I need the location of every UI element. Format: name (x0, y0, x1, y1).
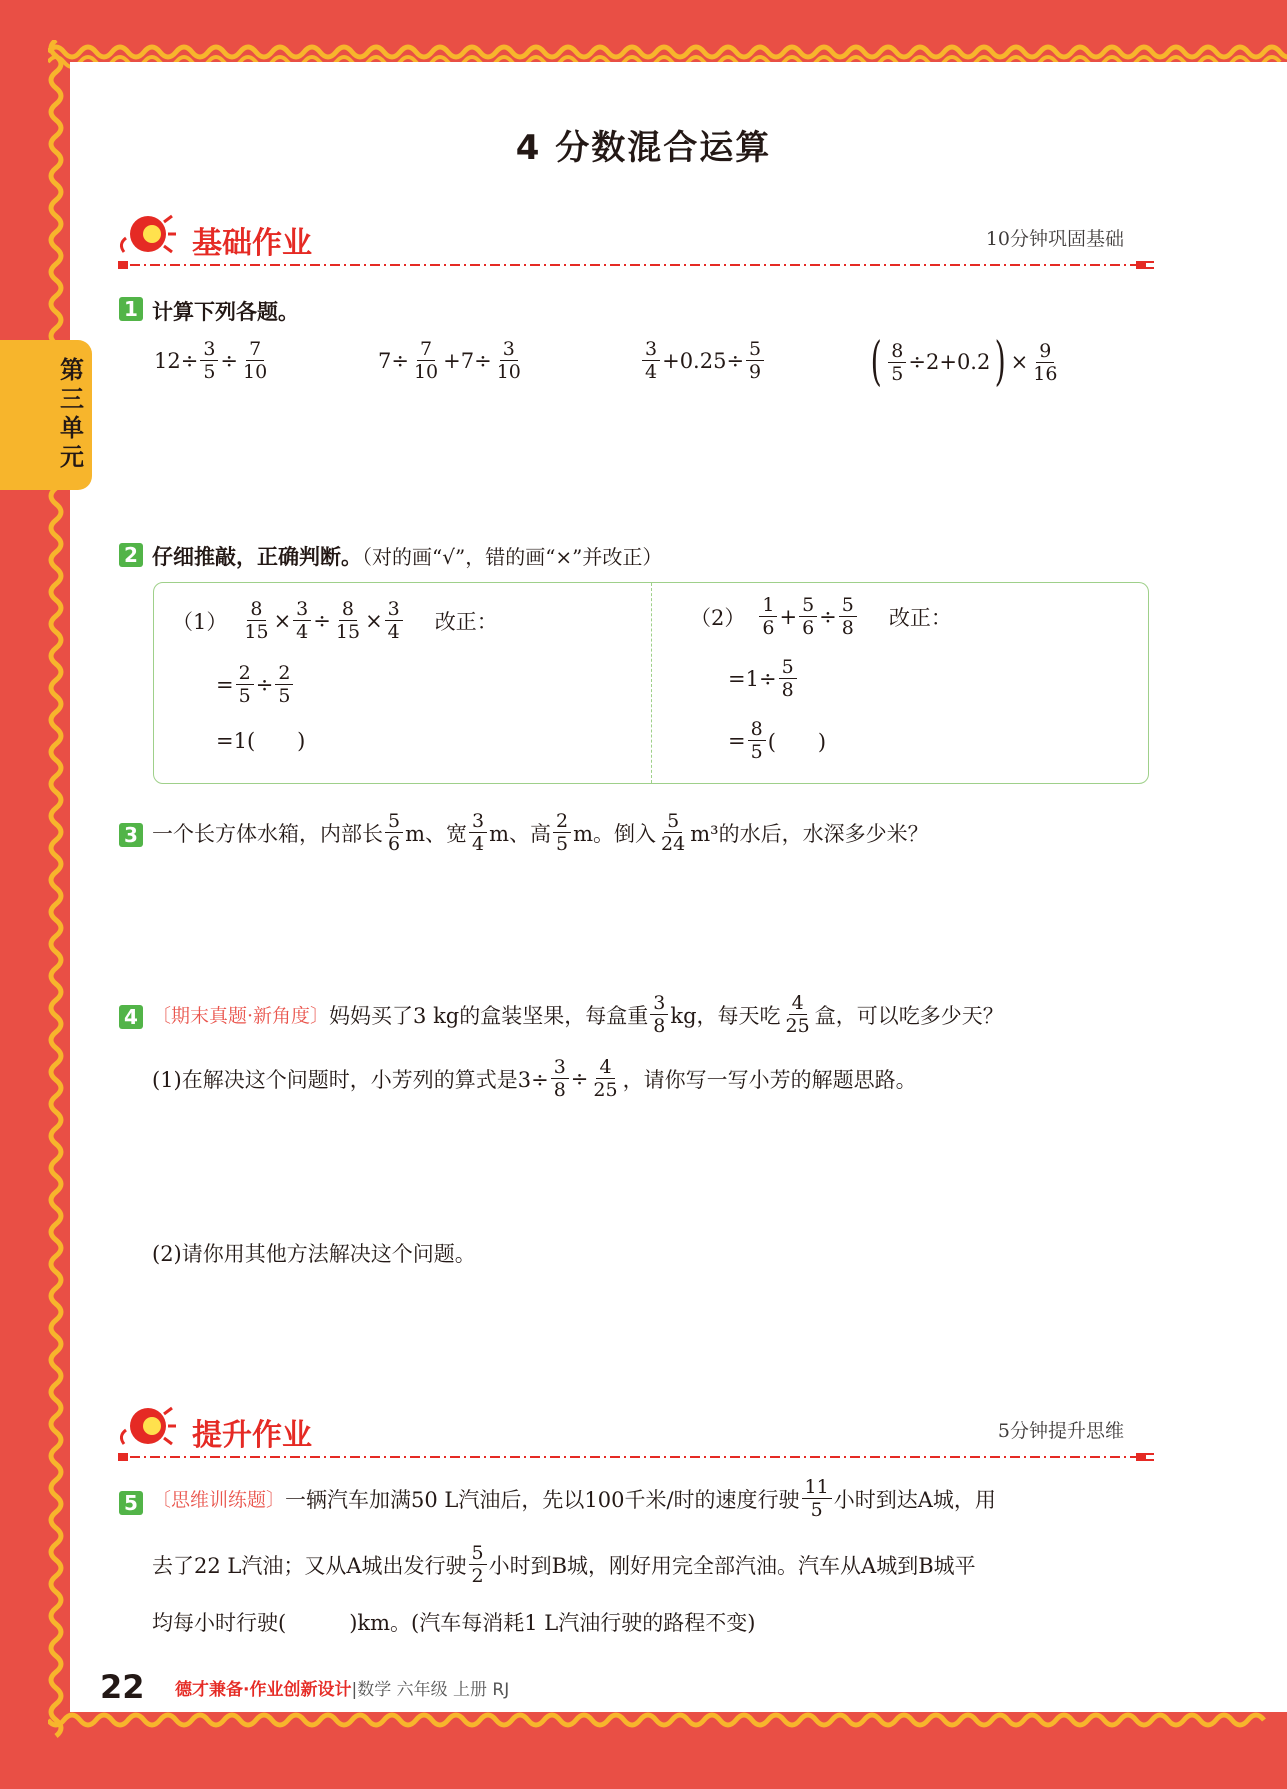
fraction: $\frac{3}{4}$ (293, 598, 311, 643)
question-5-line2: 去了22 L汽油；又从A城出发行驶 5 2 小时到B城，刚好用完全部汽油。汽车从A城到B城平 (152, 1542, 976, 1587)
unit-side-tab-label: 第三单元 (60, 356, 84, 471)
q2-part1-fix-label: 改正： (434, 609, 498, 634)
fraction: $\frac{5}{8}$ (839, 594, 857, 639)
section-divider (118, 259, 1154, 271)
fraction: $\frac{8}{15}$ (335, 598, 361, 643)
question-4-sub1: (1)在解决这个问题时，小芳列的算式是3÷ $\frac{3}{8}$ ÷ $\frac{4}{25}$ ，请你写一写小芳的解题思路。 (152, 1056, 917, 1101)
fraction: $\frac{8}{15}$ (244, 598, 269, 643)
fraction: 11 5 (802, 1476, 832, 1521)
unit-side-tab (0, 340, 92, 490)
fraction: $\frac{3}{10}$ (496, 338, 521, 383)
fraction: $\frac{8}{5}$ (888, 340, 906, 385)
q2-part2-fix-label: 改正： (888, 605, 952, 630)
section-divider (118, 1451, 1154, 1463)
page-title: 4 分数混合运算 (515, 128, 772, 168)
section-title-advanced: 提升作业 (192, 1418, 312, 1453)
q1-expression-4: ( $\frac{8}{5}$ ÷2+0.2 ) × $\frac{9}{16}$ (866, 332, 1062, 392)
question-number-3: 3 (119, 823, 143, 847)
question-5-tag: 〔思维训练题〕 (152, 1489, 286, 1511)
q1-expression-2: 7÷ $\frac{7}{10}$ +7÷ $\frac{3}{10}$ (378, 338, 526, 383)
section-time-basic: 10分钟巩固基础 (985, 228, 1124, 250)
fraction: $\frac{5}{6}$ (799, 594, 817, 639)
q2-part1-line2: = $\frac{2}{5}$ ÷ $\frac{2}{5}$ (216, 662, 295, 707)
fraction: $\frac{8}{5}$ (748, 718, 766, 763)
question-number-4: 4 (119, 1005, 143, 1029)
question-number-5: 5 (119, 1491, 143, 1515)
fraction: 5 2 (469, 1542, 487, 1587)
q2-part1-line1: （1） $\frac{8}{15}$ × $\frac{3}{4}$ ÷ $\frac{8}{15}$ × $\frac{3}{4}$ 改正： (172, 598, 498, 643)
section-time-advanced: 5分钟提升思维 (997, 1420, 1124, 1442)
page-number: 22 (100, 1668, 145, 1706)
fraction: $\frac{9}{16}$ (1033, 339, 1058, 385)
fraction: $\frac{5}{8}$ (779, 656, 797, 701)
question-5-line3: 均每小时行驶( )km。(汽车每消耗1 L汽油行驶的路程不变) (152, 1611, 756, 1635)
section-header-basic (118, 212, 1158, 272)
question-4-text: 〔期末真题·新角度〕 妈妈买了3 kg的盒装坚果，每盒重 3 8 kg，每天吃 4 25 盒，可以吃多少天？ (152, 992, 1004, 1037)
question-4-tag: 〔期末真题·新角度〕 (152, 1005, 330, 1027)
fraction: 2 5 (553, 810, 571, 855)
question-number-1: 1 (119, 297, 143, 321)
question-4-sub2: (2)请你用其他方法解决这个问题。 (152, 1242, 476, 1266)
fraction: 5 6 (385, 810, 403, 855)
fraction: $\frac{7}{10}$ (413, 338, 439, 383)
fraction: 5 24 (661, 810, 686, 855)
q2-part2-line1: （2） 1 6 + $\frac{5}{6}$ ÷ $\frac{5}{8}$ 改正： (690, 594, 952, 639)
section-title-basic: 基础作业 (192, 226, 312, 261)
fraction: $\frac{7}{10}$ (243, 338, 268, 383)
question-5-line1: 〔思维训练题〕 一辆汽车加满50 L汽油后，先以100千米/时的速度行驶 11 5 小时到达A城，用 (152, 1476, 996, 1521)
fraction: $\frac{3}{5}$ (200, 338, 218, 383)
fraction: 3 4 (642, 338, 660, 383)
footer-brand: 德才兼备·作业创新设计|数学 六年级 上册 RJ (175, 1680, 510, 1700)
q2-part1-line3: =1( ) (216, 729, 306, 753)
fraction: $\frac{2}{5}$ (275, 662, 293, 707)
question-number-2: 2 (119, 543, 143, 567)
q1-expression-1: 12÷ $\frac{3}{5}$ ÷ $\frac{7}{10}$ (154, 338, 272, 383)
bell-mascot-icon (118, 1404, 178, 1458)
q2-part2-line2: =1÷ $\frac{5}{8}$ (728, 656, 799, 701)
fraction: $\frac{3}{4}$ (385, 598, 403, 643)
fraction: 4 25 (785, 992, 810, 1037)
fraction: 3 8 (650, 992, 668, 1037)
fraction: $\frac{2}{5}$ (236, 662, 254, 707)
bell-mascot-icon (118, 212, 178, 266)
question-1-prompt: 计算下列各题。 (152, 300, 299, 324)
box-divider (651, 583, 652, 783)
section-header-advanced (118, 1404, 1158, 1464)
fraction: $\frac{5}{9}$ (746, 338, 764, 383)
q2-part2-line3: = $\frac{8}{5}$ ( ) (728, 718, 827, 763)
fraction: 3 4 (469, 810, 487, 855)
question-2-prompt: 仔细推敲，正确判断。（对的画“√”，错的画“×”并改正） (152, 545, 663, 569)
question-3-text: 一个长方体水箱，内部长 5 6 m、宽 3 4 m、高 2 5 m。倒入 5 24 m³的水后，水深多少米？ (152, 810, 929, 855)
fraction: $\frac{4}{25}$ (593, 1056, 618, 1101)
q1-expression-3: 3 4 +0.25÷ $\frac{5}{9}$ (640, 338, 766, 383)
fraction: 1 6 (759, 594, 777, 639)
fraction: $\frac{3}{8}$ (551, 1056, 569, 1101)
